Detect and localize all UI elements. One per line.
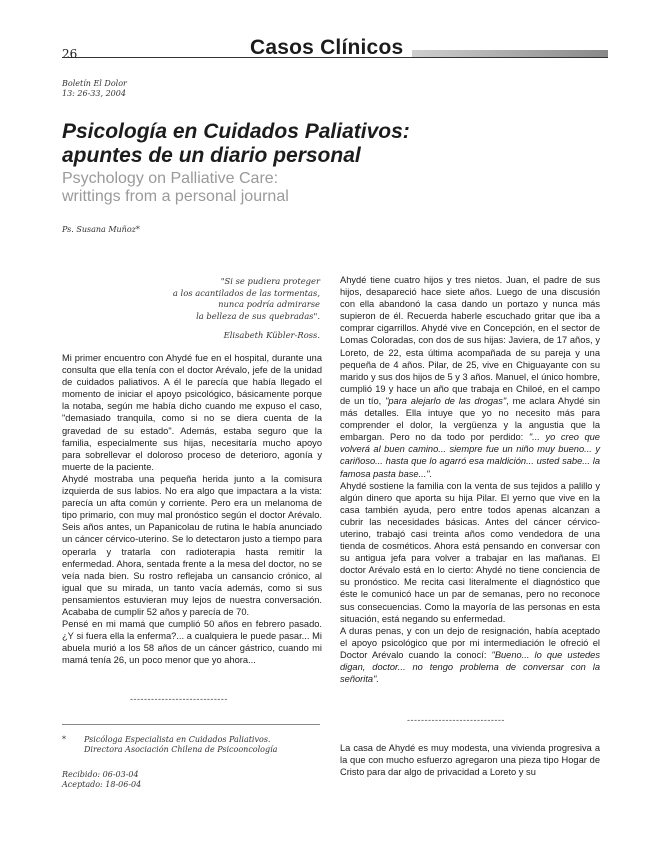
paragraph-text: , me aclara Ahydé sin más detalles. Ella intuye que yo no necesito más para comprender el dolor, la vergüenza y la angustia que la embargan. Pero no da todo por perdido:	[340, 395, 600, 443]
epigraph-line: nunca podría admirarse	[218, 299, 320, 309]
paragraph: Pensé en mi mamá que cumplió 50 años en febrero pasado. ¿Y si fuera ella la enferma?... a cualquiera le puede pasar... Mi abuela murió a los 58 años de un cáncer gástrico, cuando mi mamá tenía 26, un poco menor que yo ahora...	[62, 619, 322, 666]
paragraph-text: A duras penas, y con un dejo de resignación, había aceptado el apoyo psicológico que por mi intermediación le ofreció el Doctor Arévalo cuando la conocí:	[340, 625, 600, 660]
epigraph-author: Elisabeth Kübler-Ross.	[223, 330, 320, 340]
footnote-text	[84, 735, 277, 755]
quote: "Bueno... lo que ustedes digan, doctor... no tengo problema de conversar con la señorita".	[340, 649, 600, 685]
footnote-line: Psicóloga Especialista en Cuidados Paliativos.	[84, 735, 271, 744]
paragraph	[340, 274, 600, 480]
separator-left: ----------------------------	[130, 694, 228, 704]
epigraph-line: la belleza de sus quebradas".	[196, 310, 320, 321]
footnote-rule	[62, 724, 320, 725]
title-es-line-2: apuntes de un diario personal	[62, 144, 361, 167]
journal-name: Boletín El Dolor	[62, 79, 127, 88]
title-en-line-2: writtings from a personal journal	[62, 188, 289, 205]
quote: "... yo creo que volverá al buen camino... siempre fue un niño muy bueno... y cariñoso... hasta que lo agarró esa maldición... usted sabe... la famosa pasta base...".	[340, 432, 600, 479]
article-title-english	[62, 170, 289, 206]
journal-issue: 13: 26-33, 2004	[62, 89, 126, 98]
epigraph	[160, 276, 320, 322]
received-date: Recibido: 06-03-04	[62, 770, 139, 779]
journal-citation	[62, 79, 127, 99]
title-en-line-1: Psychology on Palliative Care:	[62, 170, 279, 187]
quote: "para alejarlo de las drogas"	[385, 395, 507, 406]
title-es-line-1: Psicología en Cuidados Paliativos:	[62, 120, 410, 143]
body-column-right-bottom	[340, 742, 600, 778]
article-dates	[62, 770, 141, 790]
epigraph-line: "Si se pudiera proteger	[220, 276, 320, 286]
footnote-line: Directora Asociación Chilena de Psicooncología	[84, 745, 278, 754]
article-author: Ps. Susana Muñoz*	[62, 225, 140, 234]
paragraph: Ahydé mostraba una pequeña herida junto a la comisura izquierda de sus labios. No era algo que impactara a la vista: parecía un afta común y corriente. Pero era un melanoma de tipo primario, con muy mal pronóstico según el doctor Arévalo. Seis años antes, un Papanicolau de rutina le había anunciado un cáncer cérvico-uterino. Se lo detectaron justo a tiempo para operarla y tratarla con radioterapia hasta remitir la enfermedad. Ahora, sentada frente a la mesa del doctor, no se veía nada bien. Su rostro reflejaba un cansancio crónico, al igual que su mirada, un tanto vacía además, como si sus pensamientos estuvieran muy lejos de nuestra conversación. Acababa de cumplir 52 años y parecía de 70.	[62, 473, 322, 617]
paragraph: Mi primer encuentro con Ahydé fue en el hospital, durante una consulta que ella tenía con el doctor Arévalo, jefe de la unidad de cuidados paliativos. A él le parecía que había llegado el momento de iniciar el apoyo psicológico, básicamente porque la notaba, según me había dicho cuando me expuso el caso, "demasiado tranquila, como si no se diera cuenta de la gravedad de su estado". Además, estaba seguro que la familia, especialmente sus hijas, necesitaría mucho apoyo para sobrellevar el doloroso proceso de deterioro, agonía y muerte de la paciente.	[62, 353, 322, 472]
paragraph: La casa de Ahydé es muy modesta, una vivienda progresiva a la que con mucho esfuerzo agregaron una pieza tipo Hogar de Cristo para dar algo de privacidad a Loreto y su	[340, 743, 600, 778]
article-title-spanish	[62, 120, 410, 168]
paragraph: Ahydé sostiene la familia con la venta de sus tejidos a palillo y algún dinero que aporta su hija Pilar. El yerno que vive en la casa también ayuda, pero entre todos apenas alcanzan a cubrir las necesidades básicas. Antes del cáncer cérvico-uterino, trabajó casi treinta años como vendedora de una tienda de cosméticos. Ahora está pensando en conversar con su antigua jefa para volver a trabajar en las mañanas. El doctor Arévalo está en lo cierto: Ahydé no tiene conciencia de su pronóstico. Me recita casi literalmente el diagnóstico que éste le comunicó hace un par de semanas, pero no reconoce sus consecuencias. Como la mayoría de las personas en esta situación, está negando su enfermedad.	[340, 480, 600, 624]
epigraph-line: a los acantilados de las tormentas,	[172, 287, 320, 298]
paragraph-text: Ahydé tiene cuatro hijos y tres nietos. Juan, el padre de sus hijos, desapareció hace siete años. Luego de una discusión con ella abandonó la casa dando un portazo y nunca más supieron de él. Recuerda haberle escuchado gritar que iba a comprar cigarrillos. Ahydé vive en Concepción, en el sector de Lomas Coloradas, con dos de sus hijas: Javiera, de 17 años, y Loreto, de 22, esta última acompañada de su pareja y una pequeña de 4 años. Pilar, de 25, vive en Chiguayante con su marido y sus dos hijos de 5 y 3 años. Manuel, el único hombre, cumplió 19 y hace un año que trabaja en Chiloé, en el campo de un tío,	[340, 275, 600, 406]
section-title: Casos Clínicos	[250, 36, 404, 59]
page-number: 26	[62, 47, 78, 61]
body-column-left	[62, 352, 322, 666]
body-column-right	[340, 274, 600, 685]
accepted-date: Aceptado: 18-06-04	[62, 780, 142, 789]
paragraph	[340, 625, 600, 685]
separator-right: ----------------------------	[407, 715, 505, 725]
footnote-mark: *	[62, 735, 66, 744]
